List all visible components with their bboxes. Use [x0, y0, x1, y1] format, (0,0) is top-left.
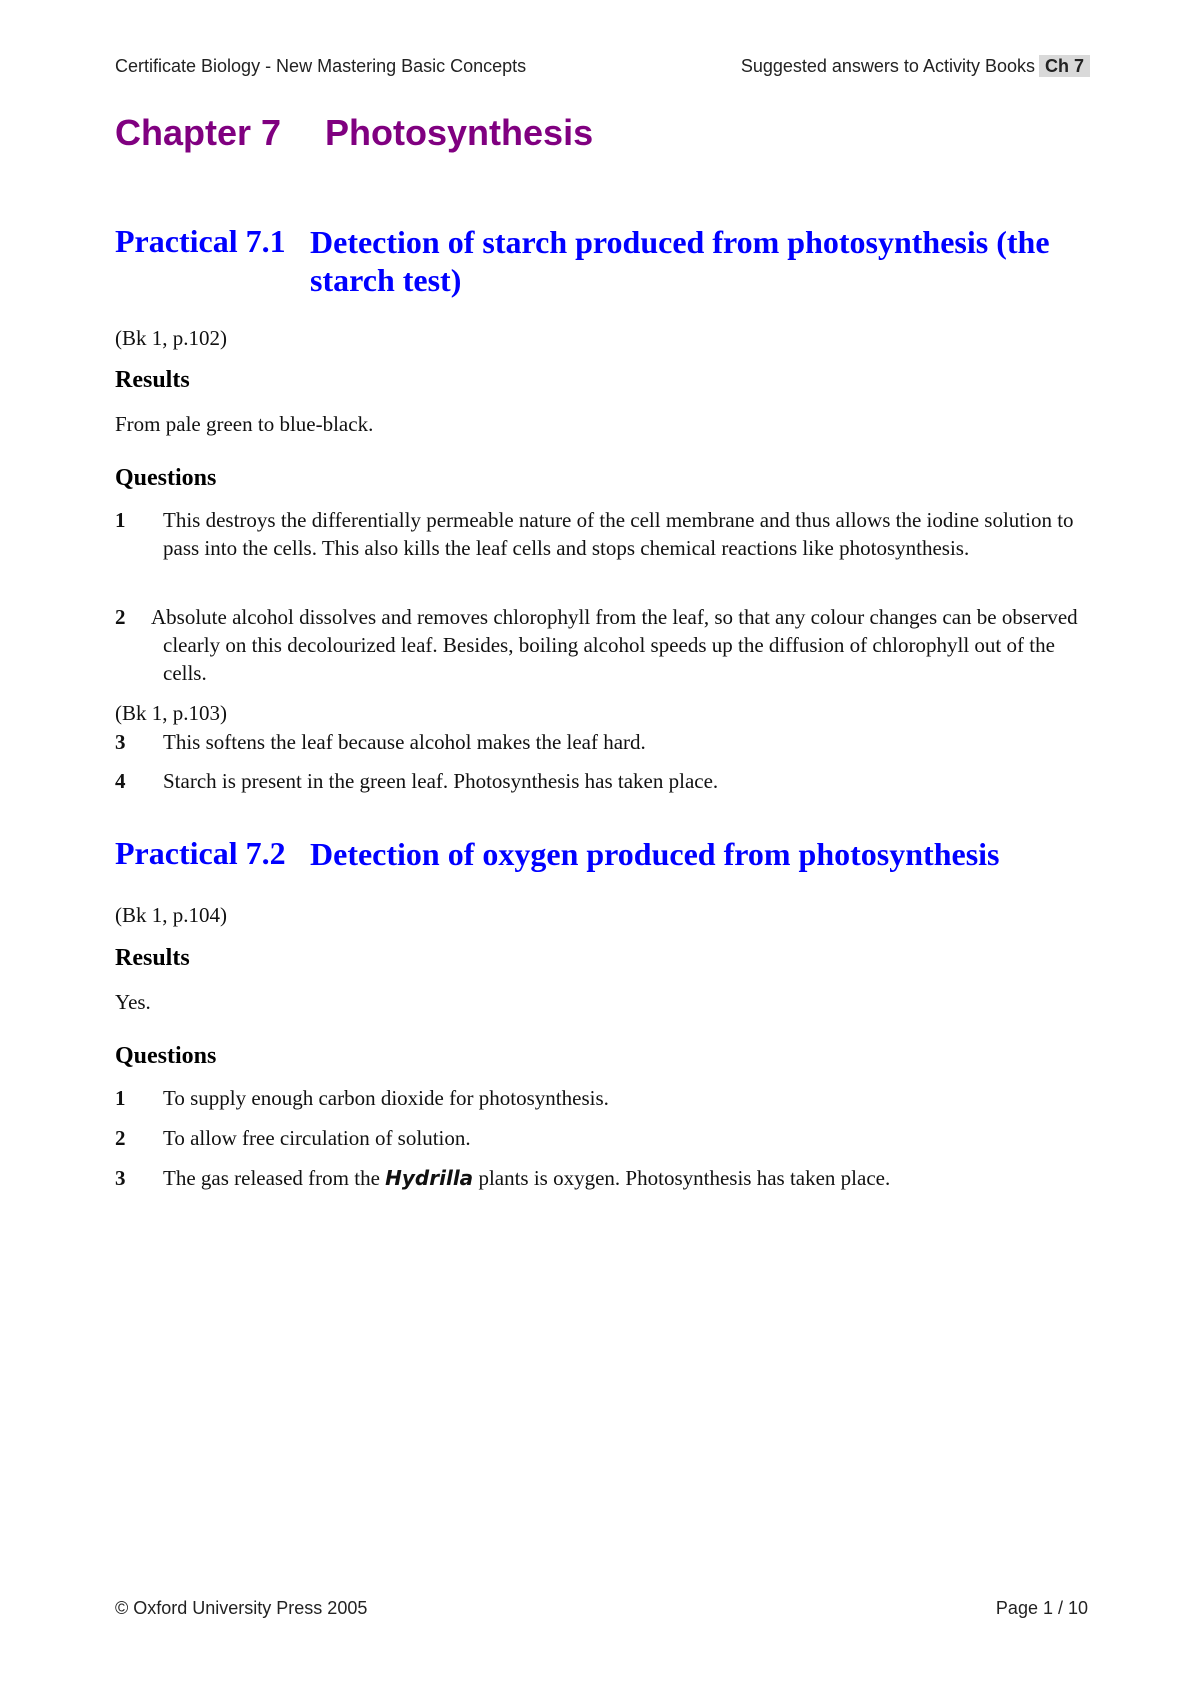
answer-text-before: The gas released from the: [163, 1166, 380, 1190]
question-number: 2: [115, 605, 126, 629]
practical-1-number: Practical 7.1: [115, 223, 286, 259]
practical-2-number: Practical 7.2: [115, 835, 286, 871]
species-name: Hydrilla: [385, 1166, 474, 1190]
practical-1-heading: [115, 223, 1115, 299]
chapter-heading: [115, 112, 593, 154]
question-answer: This destroys the differentially permeable nature of the cell membrane and thus allows the iodine solution to pass into the cells. This also kills the leaf cells and stops chemical reactions like photosynthesis.: [163, 508, 1074, 560]
practical-1-question-4: [115, 767, 1085, 795]
footer-copyright: © Oxford University Press 2005: [115, 1598, 368, 1618]
question-answer: To allow free circulation of solution.: [163, 1126, 471, 1150]
practical-1-book-ref-2: (Bk 1, p.103): [115, 701, 227, 725]
practical-1-title: Detection of starch produced from photosynthesis (the starch test): [310, 224, 1050, 298]
practical-1-questions-heading: Questions: [115, 465, 217, 491]
practical-2-title: Detection of oxygen produced from photosynthesis: [310, 836, 1000, 872]
header-answers-text: Suggested answers to Activity Books: [740, 56, 1035, 76]
header-answers-label: [741, 56, 1090, 77]
question-number: 3: [115, 730, 126, 754]
chapter-number: Chapter 7: [115, 112, 282, 153]
chapter-badge: Ch 7: [1039, 55, 1090, 77]
question-answer: Absolute alcohol dissolves and removes chlorophyll from the leaf, so that any colour changes can be observed clearly on this decolourized leaf. Besides, boiling alcohol speeds up the diffusion of chlorophyll out of the cells.: [151, 605, 1078, 685]
practical-1-book-ref: (Bk 1, p.102): [115, 326, 227, 350]
practical-2-book-ref: (Bk 1, p.104): [115, 903, 227, 927]
practical-2-results-heading: Results: [115, 945, 190, 971]
question-answer: To supply enough carbon dioxide for photosynthesis.: [163, 1086, 609, 1110]
practical-2-questions-heading: Questions: [115, 1043, 217, 1069]
header-book-title: Certificate Biology - New Mastering Basic Concepts: [115, 56, 527, 76]
practical-2-question-3: [115, 1164, 1085, 1192]
practical-1-question-1: [115, 506, 1085, 562]
question-answer: [163, 1164, 1085, 1192]
practical-1-results-text: From pale green to blue-black.: [115, 412, 374, 436]
question-number: 3: [115, 1166, 126, 1190]
practical-2-results-text: Yes.: [115, 990, 151, 1014]
question-number: 2: [115, 1126, 126, 1150]
question-number: 1: [115, 508, 126, 532]
practical-1-question-2: [115, 603, 1085, 687]
question-answer: This softens the leaf because alcohol makes the leaf hard.: [163, 730, 646, 754]
answer-text-after: plants is oxygen. Photosynthesis has taken place.: [478, 1166, 891, 1190]
practical-2-heading: [115, 835, 1115, 873]
question-number: 4: [115, 769, 126, 793]
practical-1-results-heading: Results: [115, 367, 190, 393]
footer-page-number: Page 1 / 10: [995, 1598, 1088, 1618]
practical-2-question-2: [115, 1124, 1085, 1152]
chapter-title: Photosynthesis: [325, 112, 594, 153]
question-answer: Starch is present in the green leaf. Photosynthesis has taken place.: [163, 769, 719, 793]
practical-2-question-1: [115, 1084, 1085, 1112]
question-number: 1: [115, 1086, 126, 1110]
practical-1-question-3: [115, 728, 1085, 756]
